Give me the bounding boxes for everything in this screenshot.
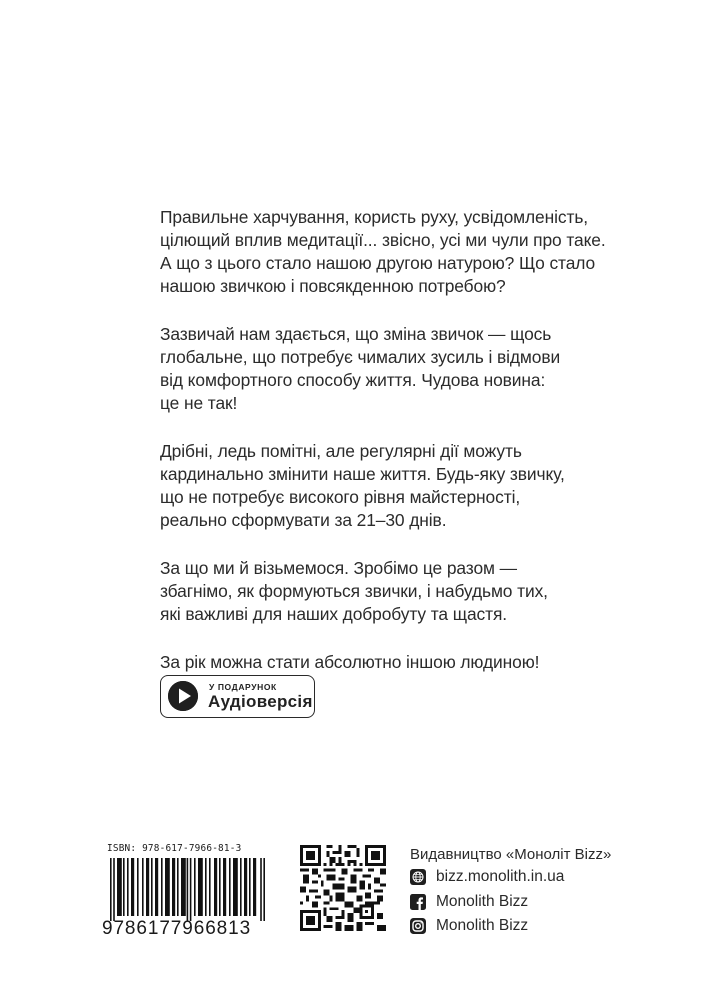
- instagram-icon: [410, 918, 426, 934]
- blurb-line: За рік можна стати абсолютно іншою людиною!: [160, 652, 540, 672]
- blurb-line: глобальне, що потребує чималих зусиль і відмови: [160, 347, 561, 367]
- publisher-name: Видавництво «Моноліт Bizz»: [410, 846, 612, 863]
- blurb-line: реально сформувати за 21–30 днів.: [160, 510, 447, 530]
- play-icon: [168, 681, 198, 711]
- isbn-label: ISBN: 978-617-7966-81-3: [107, 843, 242, 854]
- blurb-line: кардинально змінити наше життя. Будь-яку звичку,: [160, 464, 565, 484]
- audio-badge-label: Аудіоверсія: [208, 692, 313, 711]
- blurb-line: А що з цього стало нашою другою натурою? Що стало: [160, 253, 596, 273]
- blurb-line: це не так!: [160, 393, 238, 413]
- back-cover-blurb: [160, 206, 606, 699]
- blurb-line: нашою звичкою і повсякденною потребою?: [160, 276, 506, 296]
- blurb-line: Дрібні, ледь помітні, але регулярні дії можуть: [160, 441, 522, 461]
- audio-badge-caption: У ПОДАРУНОК: [209, 682, 277, 692]
- blurb-line: від комфортного способу життя. Чудова новина:: [160, 370, 546, 390]
- instagram-link[interactable]: Monolith Bizz: [436, 917, 529, 934]
- contact-facebook[interactable]: [410, 892, 528, 912]
- barcode: [110, 858, 265, 921]
- blurb-paragraph-5: [160, 651, 580, 674]
- blurb-line: За що ми й візьмемося. Зробімо це разом —: [160, 558, 517, 578]
- blurb-paragraph-4: [160, 557, 580, 626]
- facebook-icon: [410, 894, 426, 910]
- blurb-line: що не потребує високого рівня майстерності,: [160, 487, 521, 507]
- audio-version-badge[interactable]: [160, 675, 315, 718]
- contact-instagram[interactable]: [410, 916, 528, 936]
- website-link[interactable]: bizz.monolith.in.ua: [436, 868, 565, 885]
- blurb-line: цілющий вплив медитації... звісно, усі ми чули про таке.: [160, 230, 606, 250]
- blurb-paragraph-3: [160, 440, 580, 532]
- blurb-line: які важливі для наших добробуту та щастя.: [160, 604, 508, 624]
- blurb-paragraph-2: [160, 323, 580, 415]
- blurb-line: Правильне харчування, користь руху, усвідомленість,: [160, 207, 589, 227]
- globe-icon: [410, 869, 426, 885]
- blurb-paragraph-1: [160, 206, 606, 298]
- contact-website[interactable]: [410, 867, 564, 887]
- blurb-line: Зазвичай нам здається, що зміна звичок — щось: [160, 324, 552, 344]
- blurb-line: збагнімо, як формуються звички, і набудьмо тих,: [160, 581, 548, 601]
- qr-code[interactable]: [300, 845, 386, 931]
- facebook-link[interactable]: Monolith Bizz: [436, 893, 529, 910]
- barcode-number: 9786177966813: [102, 918, 252, 939]
